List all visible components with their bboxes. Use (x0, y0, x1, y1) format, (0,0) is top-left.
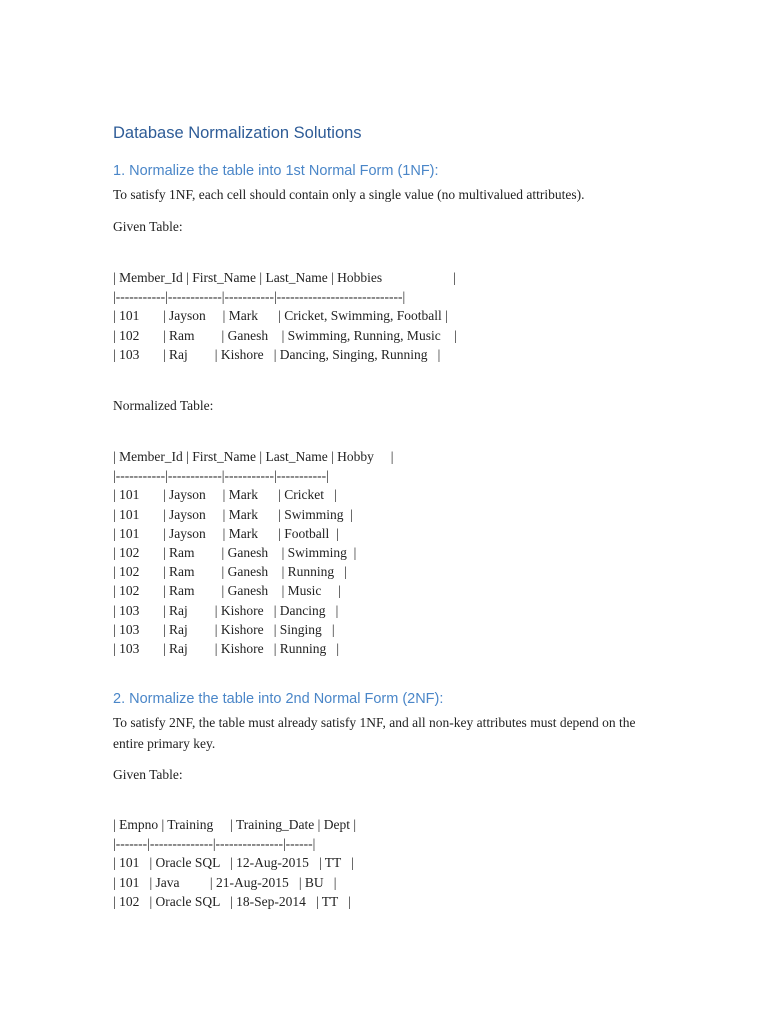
table-separator: |-----------|------------|-----------|-----------| (113, 468, 329, 484)
table-row: | 101 | Jayson | Mark | Football | (113, 525, 339, 541)
table-row: | 102 | Ram | Ganesh | Swimming | (113, 544, 357, 560)
section-1nf-given-table (113, 268, 457, 364)
table-row: | 102 | Oracle SQL | 18-Sep-2014 | TT | (113, 893, 351, 909)
table-row: | 101 | Jayson | Mark | Swimming | (113, 506, 354, 522)
section-2nf-heading: 2. Normalize the table into 2nd Normal Form (2NF): (113, 691, 444, 707)
table-row: | Member_Id | First_Name | Last_Name | Hobby | (113, 449, 394, 464)
table-separator: |-----------|------------|-----------|----------------------------| (113, 289, 406, 305)
table-row: | 102 | Ram | Ganesh | Running | (113, 564, 348, 580)
table-separator: |-------|--------------|---------------|------| (113, 836, 316, 852)
table-row: | 101 | Jayson | Mark | Cricket, Swimming, Football | (113, 308, 448, 324)
table-row: | 103 | Raj | Kishore | Dancing | (113, 602, 339, 618)
section-1nf-normalized-label: Normalized Table: (113, 398, 214, 413)
section-1nf-description: To satisfy 1NF, each cell should contain only a single value (no multivalued attributes). (113, 187, 585, 202)
table-row: | Member_Id | First_Name | Last_Name | Hobbies | (113, 270, 456, 285)
table-row: | Empno | Training | Training_Date | Dept | (113, 817, 357, 832)
table-row: | 103 | Raj | Kishore | Running | (113, 640, 340, 656)
table-row: | 103 | Raj | Kishore | Dancing, Singing, Running | (113, 346, 441, 362)
section-1nf-normalized-table (113, 447, 393, 658)
section-2nf-description: To satisfy 2NF, the table must already satisfy 1NF, and all non-key attributes must depend on the entire primary key. (113, 715, 636, 751)
table-row: | 101 | Java | 21-Aug-2015 | BU | (113, 874, 337, 890)
document-title: Database Normalization Solutions (113, 124, 362, 142)
table-row: | 102 | Ram | Ganesh | Music | (113, 583, 341, 599)
section-1nf-given-label: Given Table: (113, 219, 183, 234)
section-2nf-given-table (113, 815, 356, 911)
table-row: | 101 | Oracle SQL | 12-Aug-2015 | TT | (113, 855, 354, 871)
table-row: | 103 | Raj | Kishore | Singing | (113, 621, 335, 637)
section-2nf-given-label: Given Table: (113, 767, 183, 782)
section-1nf-heading: 1. Normalize the table into 1st Normal Form (1NF): (113, 163, 439, 179)
table-row: | 101 | Jayson | Mark | Cricket | (113, 487, 337, 503)
table-row: | 102 | Ram | Ganesh | Swimming, Running, Music | (113, 327, 457, 343)
